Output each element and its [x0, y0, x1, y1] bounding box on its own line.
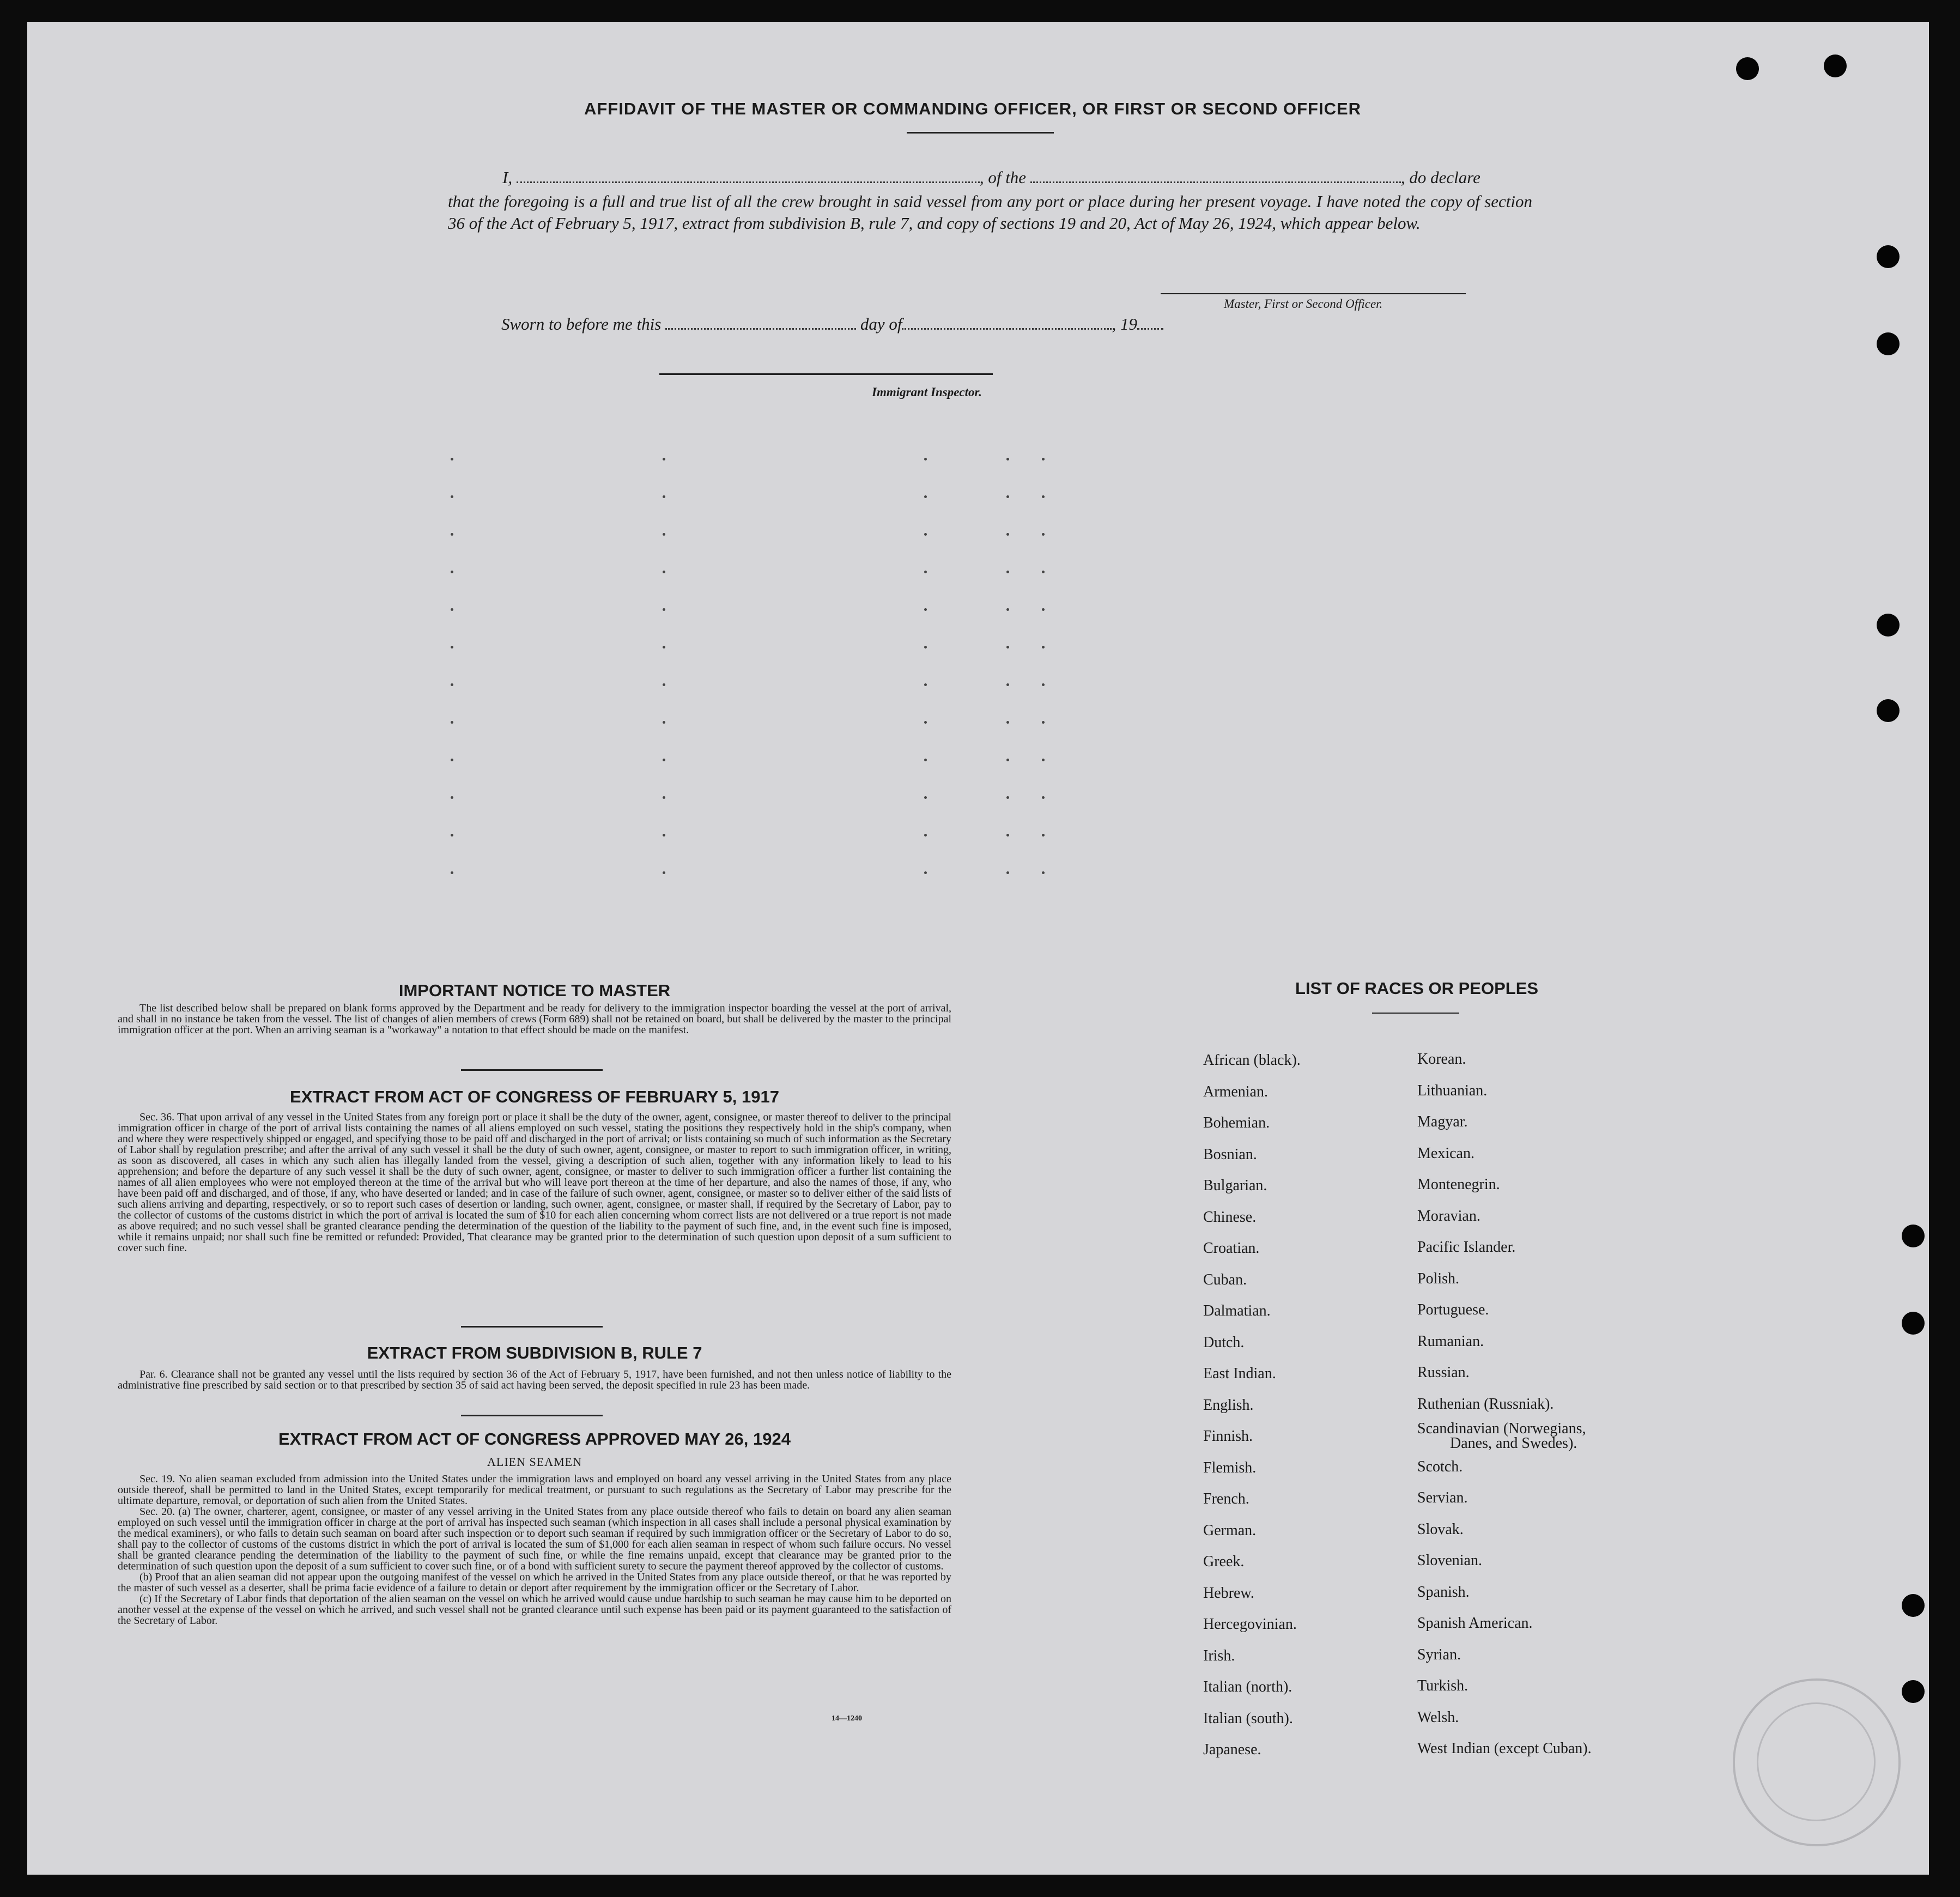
guide-dot — [1006, 796, 1009, 799]
race-item: East Indian. — [1203, 1365, 1276, 1382]
race-item: Scandinavian (Norwegians, Danes, and Swedes). — [1417, 1420, 1586, 1452]
punch-hole — [1824, 54, 1847, 77]
guide-dot — [1006, 533, 1009, 536]
sec-20a-paragraph: Sec. 20. (a) The owner, charterer, agent, consignee, or master of any vessel arriving in the United States from any place outside thereof who fails to detain on board any alien seaman employed on such vessel until the immigration officer in charge at the port of arrival has inspected such seaman (which inspection in all cases shall include a personal physical examination by the medical examiners), or who fails to detain such seaman on board after such inspection or to deport such seaman if required by such immigration officer or the Secretary of Labor to do so, shall pay to the collector of customs of the customs district in which the port of arrival is located the sum of $1,000 for each alien seaman in respect of whom such failure occurs. No vessel shall be granted clearance pending the determination of the liability to the payment of such fine, or while the fine remains unpaid, except that clearance may be granted prior to the determination of such question upon the deposit of a sum sufficient to cover such fine, or of a bond with sufficient surety to secure the payment thereof approved by the collector of customs. — [118, 1506, 951, 1572]
race-item: Bohemian. — [1203, 1114, 1270, 1131]
rule7-divider — [461, 1415, 603, 1416]
guide-dot — [924, 495, 927, 498]
race-item: Chinese. — [1203, 1208, 1257, 1226]
race-row — [1203, 1678, 1672, 1710]
guide-dot — [1006, 834, 1009, 837]
punch-hole — [1877, 699, 1900, 722]
form-sheet — [27, 22, 1929, 1875]
guide-dot — [1006, 458, 1009, 460]
guide-dot — [1006, 721, 1009, 724]
guide-dot — [1042, 796, 1045, 799]
punch-hole — [1877, 614, 1900, 637]
guide-dot — [663, 533, 665, 536]
rule7-text — [118, 1369, 951, 1391]
race-item: Polish. — [1417, 1270, 1460, 1287]
sec-36-paragraph: Sec. 36. That upon arrival of any vessel in the United States from any foreign port or place it shall be the duty of the owner, agent, consignee, or master thereof to deliver to the principal immigration officer in charge of the port of arrival lists containing the names of all aliens employed on such vessel, stating the positions they respectively hold in the ship's company, when and where they were respectively shipped or engaged, and specifying those to be paid off and discharged in the port of arrival; or lists containing so much of such information as the Secretary of Labor shall by regulation prescribe; and after the arrival of any such vessel it shall be the duty of such owner, agent, consignee, or master to report to such immigration officer, in writing, as soon as discovered, all cases in which any such alien has illegally landed from the vessel, giving a description of such alien, together with any information likely to lead to his apprehension; and before the departure of any such vessel it shall be the duty of such owner, agent, consignee, or master to deliver to such immigration officer a further list containing the names of all alien employees who were not employed thereon at the time of the arrival but who will leave port thereon at the time of her departure, and also the names of those, if any, who have been paid off and discharged, and of those, if any, who have deserted or landed; and in case of the failure of such owner, agent, consignee, or master so to deliver either of the said lists of such aliens arriving and departing, respectively, or so to report such cases of desertion or landing, such owner, agent, consignee, or master shall, if required by the Secretary of Labor, pay to the collector of customs of the customs district in which the port of arrival is located the sum of $10 for each alien concerning whom correct lists are not delivered or a true report is not made as above required; and no such vessel shall be granted clearance pending the determination of the question of the liability to the payment of such fine, and, in the event such fine is imposed, while it remains unpaid; nor shall such fine be remitted or refunded: Provided, That clearance may be granted prior to the determination of such question upon deposit of a sum sufficient to cover such fine. — [118, 1111, 951, 1254]
guide-dot — [451, 759, 453, 761]
race-item: Italian (south). — [1203, 1710, 1293, 1727]
guide-dot — [1006, 646, 1009, 649]
master-signature-label: Master, First or Second Officer. — [1224, 297, 1383, 311]
race-item: Japanese. — [1203, 1741, 1261, 1758]
race-item: Cuban. — [1203, 1271, 1247, 1288]
notice-text — [118, 1003, 951, 1035]
guide-dot — [663, 871, 665, 874]
extract-1924-title: EXTRACT FROM ACT OF CONGRESS APPROVED MAY 26, 1924 — [278, 1429, 791, 1448]
punch-hole — [1902, 1680, 1925, 1703]
race-item: English. — [1203, 1396, 1254, 1414]
race-row — [1203, 1177, 1672, 1209]
punch-hole — [1902, 1594, 1925, 1617]
guide-dot — [451, 608, 453, 611]
race-item: Servian. — [1417, 1489, 1468, 1506]
race-row — [1203, 1585, 1672, 1616]
sworn-day-field[interactable] — [665, 328, 856, 330]
race-item: Rumanian. — [1417, 1332, 1484, 1350]
race-row — [1203, 1647, 1672, 1679]
race-item: Slovenian. — [1417, 1552, 1482, 1569]
race-item: Slovak. — [1417, 1520, 1464, 1538]
race-item: Finnish. — [1203, 1428, 1253, 1445]
extract-1917-title: EXTRACT FROM ACT OF CONGRESS OF FEBRUARY 5, 1917 — [290, 1087, 779, 1106]
guide-dot — [663, 796, 665, 799]
race-row — [1203, 1302, 1672, 1334]
guide-dot — [1042, 571, 1045, 573]
race-item: Moravian. — [1417, 1207, 1480, 1225]
race-row — [1203, 1209, 1672, 1240]
sworn-month-field[interactable] — [902, 328, 1112, 330]
race-row — [1203, 1553, 1672, 1585]
race-item: Magyar. — [1417, 1113, 1468, 1130]
extract-1917-text — [118, 1112, 951, 1253]
race-item: Russian. — [1417, 1364, 1470, 1381]
race-item: Turkish. — [1417, 1677, 1469, 1694]
race-item: Ruthenian (Russniak). — [1417, 1395, 1554, 1413]
guide-dot — [1042, 871, 1045, 874]
affidavit-title: AFFIDAVIT OF THE MASTER OR COMMANDING OFFICER, OR FIRST OR SECOND OFFICER — [584, 99, 1362, 118]
race-item: Montenegrin. — [1417, 1176, 1500, 1193]
vessel-field[interactable] — [1030, 181, 1401, 183]
guide-dot — [663, 495, 665, 498]
guide-dot — [924, 683, 927, 686]
race-item: Syrian. — [1417, 1646, 1461, 1663]
guide-dot — [663, 759, 665, 761]
guide-dot — [451, 721, 453, 724]
extract-1917-divider — [461, 1326, 603, 1328]
race-row — [1203, 1114, 1672, 1146]
race-item: Dalmatian. — [1203, 1302, 1271, 1319]
race-row — [1203, 1334, 1672, 1366]
race-item: Flemish. — [1203, 1459, 1257, 1476]
rule7-title: EXTRACT FROM SUBDIVISION B, RULE 7 — [367, 1343, 702, 1362]
inspector-signature-line — [659, 373, 993, 375]
race-item: Lithuanian. — [1417, 1082, 1488, 1099]
declaration-i: I, — [502, 168, 513, 187]
race-item: African (black). — [1203, 1052, 1301, 1069]
guide-dot — [924, 608, 927, 611]
race-row — [1203, 1146, 1672, 1178]
race-row — [1203, 1052, 1672, 1083]
guide-dot — [451, 495, 453, 498]
race-item: Welsh. — [1417, 1708, 1459, 1726]
master-signature-line — [1161, 293, 1466, 294]
guide-dot — [924, 834, 927, 837]
guide-dot — [451, 796, 453, 799]
guide-dot — [1006, 571, 1009, 573]
guide-dot — [1006, 608, 1009, 611]
race-item: French. — [1203, 1490, 1249, 1507]
guide-dot — [924, 871, 927, 874]
archive-stamp — [1733, 1678, 1901, 1846]
race-row — [1203, 1522, 1672, 1554]
guide-dot — [924, 571, 927, 573]
race-item: Scotch. — [1417, 1458, 1463, 1475]
sworn-year: , 19 — [1112, 314, 1137, 334]
guide-dot — [1042, 608, 1045, 611]
punch-hole — [1877, 332, 1900, 355]
guide-dot — [663, 683, 665, 686]
sec-20b-paragraph: (b) Proof that an alien seaman did not appear upon the outgoing manifest of the vessel on which he arrived in the United States from any place outside thereof, or that he was reported by the master of such vessel as a deserter, shall be prima facie evidence of a failure to detain or deport after requirement by the immigration officer or the Secretary of Labor. — [118, 1571, 951, 1594]
guide-dot — [1006, 759, 1009, 761]
race-item: Irish. — [1203, 1647, 1235, 1664]
races-title: LIST OF RACES OR PEOPLES — [1295, 979, 1539, 998]
guide-dot — [451, 683, 453, 686]
guide-dot — [1042, 458, 1045, 460]
race-row — [1203, 1616, 1672, 1647]
guide-dot — [663, 608, 665, 611]
guide-dot — [451, 834, 453, 837]
notice-paragraph: The list described below shall be prepared on blank forms approved by the Department and be ready for delivery to the immigration inspector boarding the vessel at the port of arrival, and shall in no instance be taken from the vessel. The list of changes of alien members of crews (Form 689) shall not be retained on board, but shall be delivered by the master to the principal immigration officer at the port. When an arriving seaman is a "workaway" a notation to that effect should be made on the manifest. — [118, 1002, 951, 1036]
sworn-year-field[interactable] — [1137, 328, 1163, 330]
par-6-paragraph: Par. 6. Clearance shall not be granted any vessel until the lists required by section 36 of the Act of February 5, 1917, have been furnished, and not then unless notice of liability to the administrative fine prescribed by said section or to that prescribed by section 35 of said act having been served, the deposit specified in rule 23 has been made. — [118, 1368, 951, 1391]
guide-dot — [924, 796, 927, 799]
sec-19-paragraph: Sec. 19. No alien seaman excluded from admission into the United States under the immigration laws and employed on board any vessel arriving in the United States from any place outside thereof, shall be permitted to land in the United States, except temporarily for medical treatment, or pursuant to such regulations as the Secretary of Labor may prescribe for the ultimate departure, removal, or deportation of such alien from the United States. — [118, 1473, 951, 1507]
race-item: Bosnian. — [1203, 1146, 1257, 1163]
sworn-line — [501, 314, 1163, 334]
guide-dot — [663, 721, 665, 724]
guide-dot — [924, 721, 927, 724]
sworn-label: Sworn to before me this — [501, 314, 662, 334]
title-divider — [907, 132, 1054, 134]
race-item: Korean. — [1417, 1051, 1466, 1068]
race-row — [1203, 1271, 1672, 1303]
race-row — [1203, 1240, 1672, 1271]
alien-seamen-subtitle: ALIEN SEAMEN — [487, 1455, 582, 1469]
race-item: West Indian (except Cuban). — [1417, 1740, 1592, 1757]
guide-dot — [451, 458, 453, 460]
notice-title: IMPORTANT NOTICE TO MASTER — [398, 981, 671, 1000]
guide-dot — [1006, 495, 1009, 498]
races-divider — [1372, 1013, 1459, 1014]
race-item: Spanish. — [1417, 1583, 1470, 1601]
sec-20c-paragraph: (c) If the Secretary of Labor finds that deportation of the alien seaman on the vessel on which he arrived would cause undue hardship to such seaman he may cause him to be deported on another vessel at the expense of the vessel on which he arrived, and such vessel shall not be granted clearance until such expense has been paid or its payment guaranteed to the satisfaction of the Secretary of Labor. — [118, 1593, 951, 1627]
guide-dot — [1042, 683, 1045, 686]
race-row — [1203, 1420, 1672, 1459]
declaration-body: that the foregoing is a full and true list of all the crew brought in said vessel from any port or place during her present voyage. I have noted the copy of section 36 of the Act of February 5, 1917, extract from subdivision B, rule 7, and copy of sections 19 and 20, Act of May 26, 1924, which appear below. — [448, 192, 1532, 233]
race-item: Croatian. — [1203, 1240, 1260, 1257]
guide-dot — [1042, 834, 1045, 837]
guide-dot — [1042, 495, 1045, 498]
declaration-line — [502, 168, 1480, 187]
race-item: Italian (north). — [1203, 1678, 1292, 1695]
punch-hole — [1877, 245, 1900, 268]
inspector-label: Immigrant Inspector. — [872, 385, 982, 399]
guide-dot — [663, 571, 665, 573]
race-item: Greek. — [1203, 1553, 1245, 1570]
guide-dot — [1006, 683, 1009, 686]
punch-hole — [1736, 57, 1759, 80]
race-item: German. — [1203, 1522, 1257, 1539]
races-list — [1203, 1052, 1672, 1773]
guide-dot — [924, 646, 927, 649]
race-row — [1203, 1083, 1672, 1115]
race-item: Mexican. — [1417, 1144, 1474, 1162]
race-item: Spanish American. — [1417, 1615, 1533, 1632]
guide-dot — [1042, 646, 1045, 649]
race-item: Hebrew. — [1203, 1584, 1254, 1602]
guide-dot — [451, 871, 453, 874]
guide-dot — [451, 646, 453, 649]
race-item: Portuguese. — [1417, 1301, 1489, 1318]
race-item: Bulgarian. — [1203, 1177, 1267, 1194]
race-row — [1203, 1459, 1672, 1491]
guide-dot — [1042, 721, 1045, 724]
guide-dot — [1042, 533, 1045, 536]
declaration-end: , do declare — [1400, 168, 1480, 187]
guide-dot — [663, 646, 665, 649]
race-row — [1203, 1365, 1672, 1397]
form-number: 14—1240 — [832, 1714, 862, 1723]
extract-1924-text — [118, 1474, 951, 1626]
sworn-day-of: day of — [860, 314, 902, 334]
declaration-of-the: , of the — [979, 168, 1027, 187]
race-row — [1203, 1741, 1672, 1773]
punch-hole — [1902, 1312, 1925, 1335]
race-item: Pacific Islander. — [1417, 1239, 1516, 1256]
race-item: Hercegovinian. — [1203, 1616, 1297, 1633]
notice-divider — [461, 1069, 603, 1071]
guide-dot — [924, 759, 927, 761]
guide-dot — [451, 533, 453, 536]
guide-dot — [663, 458, 665, 460]
race-item: Armenian. — [1203, 1083, 1268, 1100]
race-row — [1203, 1710, 1672, 1742]
name-field[interactable] — [517, 181, 980, 183]
punch-hole — [1902, 1225, 1925, 1247]
guide-dot — [924, 458, 927, 460]
race-row — [1203, 1490, 1672, 1522]
guide-dot — [451, 571, 453, 573]
guide-dot — [1006, 871, 1009, 874]
guide-dot — [663, 834, 665, 837]
race-item: Dutch. — [1203, 1334, 1245, 1351]
guide-dot — [1042, 759, 1045, 761]
guide-dot — [924, 533, 927, 536]
